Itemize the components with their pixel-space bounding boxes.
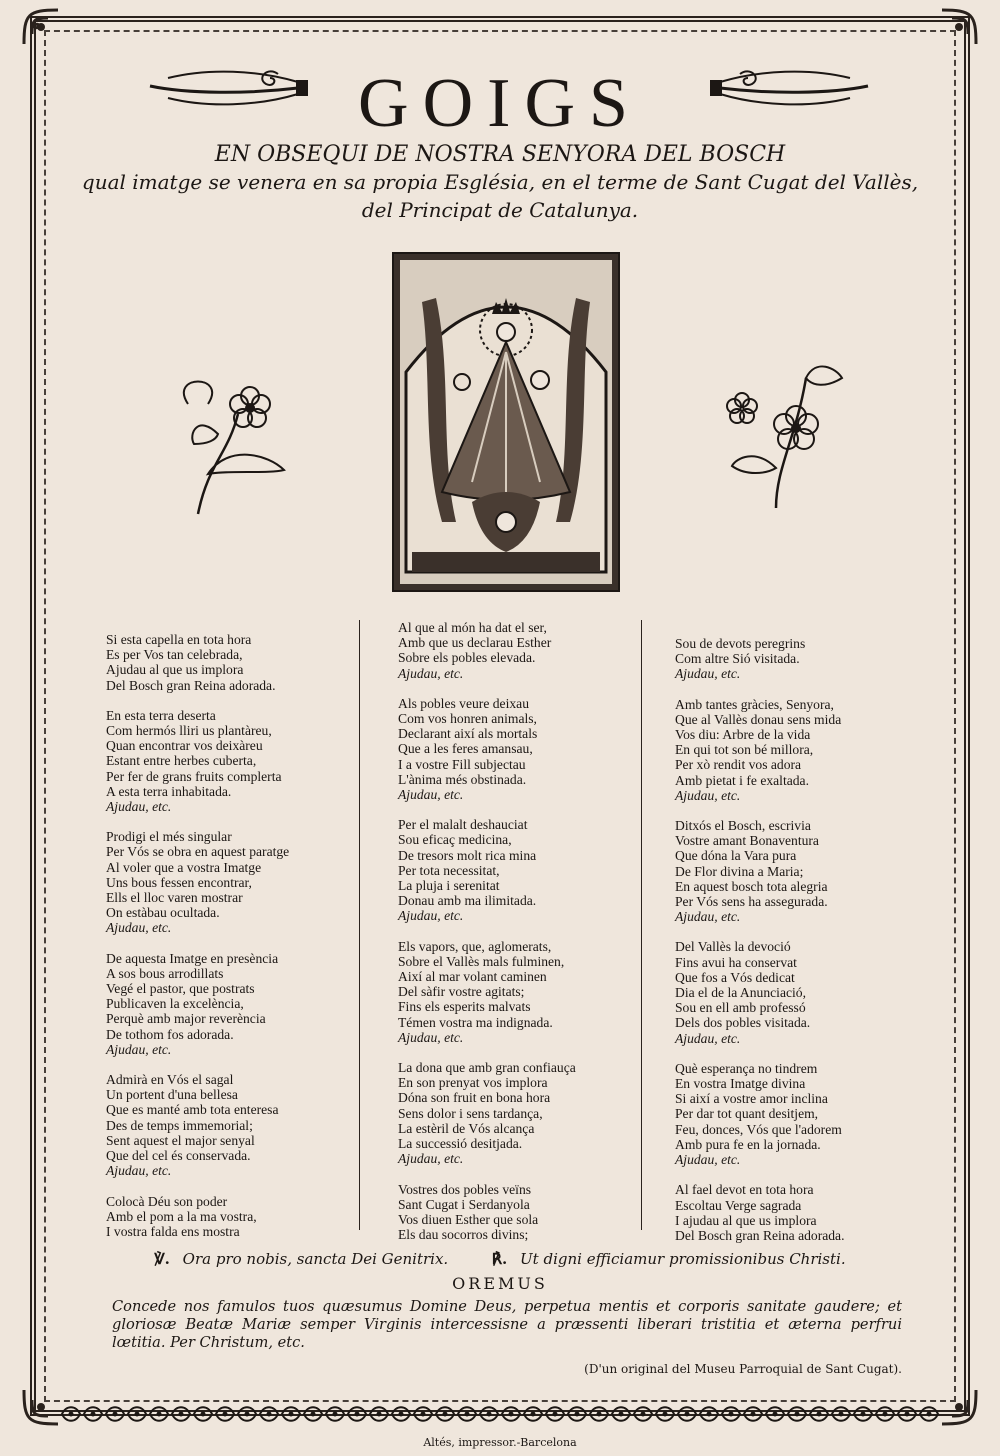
verse-line: Del Bosch gran Reina adorada. bbox=[106, 677, 276, 693]
verse-line: Amb tantes gràcies, Senyora, bbox=[675, 696, 834, 712]
verse-column-1 bbox=[106, 632, 289, 1254]
verse-line: Sou eficaç medicina, bbox=[398, 832, 512, 848]
verse-line: Del sàfir vostre agitats; bbox=[398, 984, 525, 1000]
verse-line: Que al Vallès donau sens mida bbox=[675, 711, 842, 727]
verse-line: A sos bous arrodillats bbox=[106, 965, 224, 981]
verse-line: Així al mar volant caminen bbox=[398, 969, 547, 985]
stanza bbox=[675, 1061, 844, 1167]
verse-column-2 bbox=[398, 620, 576, 1257]
verse-line: Que a les feres amansau, bbox=[398, 741, 533, 757]
verse-line: De tothom fos adorada. bbox=[106, 1026, 234, 1042]
bottom-ornamental-band-icon bbox=[60, 1403, 940, 1425]
refrain-line: Ajudau, etc. bbox=[398, 665, 464, 681]
stanza bbox=[106, 708, 289, 814]
verse-line: Feu, donces, Vós que l'adorem bbox=[675, 1121, 842, 1137]
verse-line: Amb el pom a la ma vostra, bbox=[106, 1208, 257, 1224]
response-text: Ut digni efficiamur promissionibus Christi. bbox=[520, 1250, 846, 1268]
corner-ornament-icon bbox=[18, 1384, 64, 1430]
stanza bbox=[675, 939, 844, 1045]
verse-line: Uns bous fessen encontrar, bbox=[106, 874, 252, 890]
verse-line: Fins avui ha conservat bbox=[675, 954, 797, 970]
virgin-woodcut-image bbox=[392, 252, 620, 592]
verse-line: Amb pietat i fe exaltada. bbox=[675, 772, 809, 788]
verse-line: Es per Vos tan celebrada, bbox=[106, 647, 243, 663]
verse-line: Del Bosch gran Reina adorada. bbox=[675, 1227, 845, 1243]
refrain-line: Ajudau, etc. bbox=[675, 1152, 741, 1168]
verse-line: Del Vallès la devoció bbox=[675, 939, 791, 955]
verse-line: On estàbau ocultada. bbox=[106, 905, 220, 921]
stanza bbox=[675, 636, 844, 682]
verse-line: Dóna son fruit en bona hora bbox=[398, 1090, 551, 1106]
subtitle-dedication: EN OBSEQUI DE NOSTRA SENYORA DEL BOSCH bbox=[214, 142, 786, 167]
verse-line: Els dau socorros divins; bbox=[398, 1227, 529, 1243]
stanza bbox=[106, 951, 289, 1057]
verse-line: Per el malalt deshauciat bbox=[398, 817, 528, 833]
verse-line: De aquesta Imatge en presència bbox=[106, 950, 279, 966]
page-title: GOIGS bbox=[358, 65, 642, 142]
verse-line: Els vapors, que, aglomerats, bbox=[398, 938, 552, 954]
verse-line: Dels dos pobles visitada. bbox=[675, 1015, 811, 1031]
verse-line: Com hermós lliri us plantàreu, bbox=[106, 723, 272, 739]
stanza bbox=[106, 1072, 289, 1178]
refrain-line: Ajudau, etc. bbox=[106, 1041, 172, 1057]
flower-ornament-right-icon bbox=[716, 358, 846, 508]
verse-line: Si esta capella en tota hora bbox=[106, 632, 252, 647]
verse-line: Amb pura fe en la jornada. bbox=[675, 1136, 821, 1152]
column-divider bbox=[359, 620, 360, 1230]
verse-line: Per Vós se obra en aquest paratge bbox=[106, 844, 290, 860]
verse-line: Ells el lloc varen mostrar bbox=[106, 890, 243, 906]
verse-line: Que del cel és conservada. bbox=[106, 1148, 251, 1164]
verse-line: Des de temps immemorial; bbox=[106, 1117, 253, 1133]
verse-line: Publicaven la excelència, bbox=[106, 996, 244, 1012]
corner-ornament-icon bbox=[936, 4, 982, 50]
refrain-line: Ajudau, etc. bbox=[675, 1030, 741, 1046]
verse-line: Què esperança no tindrem bbox=[675, 1060, 818, 1076]
verse-line: Perquè amb major reverència bbox=[106, 1011, 266, 1027]
verse-line: Vostre amant Bonaventura bbox=[675, 833, 819, 849]
verse-line: En esta terra deserta bbox=[106, 707, 216, 723]
versicle-text: Ora pro nobis, sancta Dei Genitrix. bbox=[182, 1250, 449, 1268]
verse-line: Amb que us declarau Esther bbox=[398, 635, 552, 651]
verse-line: Als pobles veure deixau bbox=[398, 695, 529, 711]
stanza bbox=[398, 696, 576, 802]
verse-line: Que fos a Vós dedicat bbox=[675, 969, 795, 985]
refrain-line: Ajudau, etc. bbox=[398, 787, 464, 803]
stanza bbox=[106, 829, 289, 935]
verse-line: Ajudau al que us implora bbox=[106, 662, 244, 678]
refrain-line: Ajudau, etc. bbox=[675, 666, 741, 682]
verse-line: Escoltau Verge sagrada bbox=[675, 1197, 802, 1213]
stanza bbox=[398, 1182, 576, 1243]
response-symbol: ℟. bbox=[491, 1250, 508, 1268]
subtitle-region: del Principat de Catalunya. bbox=[361, 198, 639, 222]
verse-line: Vos diu: Arbre de la vida bbox=[675, 727, 811, 743]
versicle-response bbox=[0, 1250, 1000, 1268]
verse-line: Per dar tot quant desitjem, bbox=[675, 1106, 819, 1122]
verse-line: Estant entre herbes cuberta, bbox=[106, 753, 257, 769]
verse-line: Sou en ell amb professó bbox=[675, 1000, 806, 1016]
verse-line: Sent aquest el major senyal bbox=[106, 1132, 255, 1148]
verse-line: Per Vós sens ha assegurada. bbox=[675, 894, 828, 910]
verse-line: Vostres dos pobles veïns bbox=[398, 1181, 532, 1197]
verse-line: Com altre Sió visitada. bbox=[675, 651, 800, 667]
refrain-line: Ajudau, etc. bbox=[675, 787, 741, 803]
refrain-line: Ajudau, etc. bbox=[398, 1029, 464, 1045]
verse-line: La pluja i serenitat bbox=[398, 878, 500, 894]
verse-line: I ajudau al que us implora bbox=[675, 1212, 817, 1228]
verse-line: Quan encontrar vos deixàreu bbox=[106, 738, 263, 754]
verse-line: I vostra falda ens mostra bbox=[106, 1223, 240, 1239]
verse-line: Témen vostra ma indignada. bbox=[398, 1014, 553, 1030]
versicle-symbol: ℣. bbox=[154, 1250, 170, 1268]
prayer-text: Concede nos famulos tuos quæsumus Domine Deus, perpetua mentis et corporis sanitate gaudere; et gloriosæ Beatæ Mariæ semper Virginis intercessisne a præssenti liberari tristitia et æterna perfrui lœtitia. Per Christum, etc. bbox=[112, 1298, 902, 1351]
verse-line: Al fael devot en tota hora bbox=[675, 1182, 814, 1198]
verse-line: En son prenyat vos implora bbox=[398, 1075, 548, 1091]
verse-line: Sant Cugat i Serdanyola bbox=[398, 1196, 530, 1212]
verse-line: Sobre el Vallès mals fulminen, bbox=[398, 953, 565, 969]
verse-line: En qui tot son bé millora, bbox=[675, 742, 814, 758]
verse-line: Si així a vostre amor inclina bbox=[675, 1091, 828, 1107]
verse-line: Donau amb ma ilimitada. bbox=[398, 893, 537, 909]
corner-ornament-icon bbox=[18, 4, 64, 50]
column-divider bbox=[641, 620, 642, 1230]
stanza bbox=[398, 817, 576, 923]
verse-line: I a vostre Fill subjectau bbox=[398, 756, 526, 772]
corner-ornament-icon bbox=[936, 1384, 982, 1430]
printer-credit: Altés, impressor.-Barcelona bbox=[423, 1436, 577, 1449]
stanza bbox=[398, 939, 576, 1045]
refrain-line: Ajudau, etc. bbox=[106, 1163, 172, 1179]
verse-line: Com vos honren animals, bbox=[398, 711, 537, 727]
verse-line: Ditxós el Bosch, escrivia bbox=[675, 818, 811, 834]
refrain-line: Ajudau, etc. bbox=[106, 799, 172, 815]
verse-line: Colocà Déu son poder bbox=[106, 1193, 228, 1209]
verse-line: De tresors molt rica mina bbox=[398, 847, 537, 863]
stanza bbox=[675, 1182, 844, 1243]
verse-line: Sens dolor i sens tardança, bbox=[398, 1105, 543, 1121]
refrain-line: Ajudau, etc. bbox=[398, 908, 464, 924]
verse-line: Per fer de grans fruits complerta bbox=[106, 768, 282, 784]
verse-line: La successió desitjada. bbox=[398, 1136, 523, 1152]
verse-line: Admirà en Vós el sagal bbox=[106, 1072, 234, 1088]
stanza bbox=[398, 1060, 576, 1166]
stanza bbox=[106, 632, 289, 693]
verse-column-3 bbox=[675, 636, 844, 1258]
source-note: (D'un original del Museu Parroquial de Sant Cugat). bbox=[584, 1362, 902, 1376]
verse-line: Al que al món ha dat el ser, bbox=[398, 620, 547, 635]
verse-line: Sou de devots peregrins bbox=[675, 636, 806, 651]
refrain-line: Ajudau, etc. bbox=[398, 1151, 464, 1167]
verse-line: Vegé el pastor, que postrats bbox=[106, 981, 255, 997]
verse-line: Sobre els pobles elevada. bbox=[398, 650, 536, 666]
verse-line: Que es manté amb tota enteresa bbox=[106, 1102, 279, 1118]
verse-line: A esta terra inhabitada. bbox=[106, 783, 232, 799]
verse-line: Vos diuen Esther que sola bbox=[398, 1211, 539, 1227]
stanza bbox=[106, 1194, 289, 1240]
subtitle-location: qual imatge se venera en sa propia Església, en el terme de Sant Cugat del Vallès, bbox=[81, 170, 919, 194]
stanza bbox=[398, 620, 576, 681]
verse-line: La estèril de Vós alcança bbox=[398, 1120, 535, 1136]
verse-line: Que dóna la Vara pura bbox=[675, 848, 797, 864]
verse-line: Fins els esperits malvats bbox=[398, 999, 531, 1015]
verse-line: La dona que amb gran confiauça bbox=[398, 1060, 576, 1076]
verse-line: En aquest bosch tota alegria bbox=[675, 878, 828, 894]
verse-line: Prodigi el més singular bbox=[106, 829, 232, 845]
verse-line: Declarant així als mortals bbox=[398, 726, 538, 742]
verse-line: De Flor divina a Maria; bbox=[675, 863, 804, 879]
verse-line: Al voler que a vostra Imatge bbox=[106, 859, 262, 875]
verse-line: Per tota necessitat, bbox=[398, 862, 500, 878]
verse-line: L'ànima més obstinada. bbox=[398, 771, 527, 787]
oremus-heading: OREMUS bbox=[452, 1274, 548, 1293]
refrain-line: Ajudau, etc. bbox=[106, 920, 172, 936]
verse-line: Dia el de la Anunciació, bbox=[675, 985, 806, 1001]
refrain-line: Ajudau, etc. bbox=[675, 909, 741, 925]
verse-line: En vostra Imatge divina bbox=[675, 1076, 806, 1092]
stanza bbox=[675, 697, 844, 803]
flower-ornament-left-icon bbox=[168, 374, 298, 524]
stanza bbox=[675, 818, 844, 924]
verse-line: Per xò rendit vos adora bbox=[675, 757, 802, 773]
verse-line: Un portent d'una bellesa bbox=[106, 1087, 238, 1103]
